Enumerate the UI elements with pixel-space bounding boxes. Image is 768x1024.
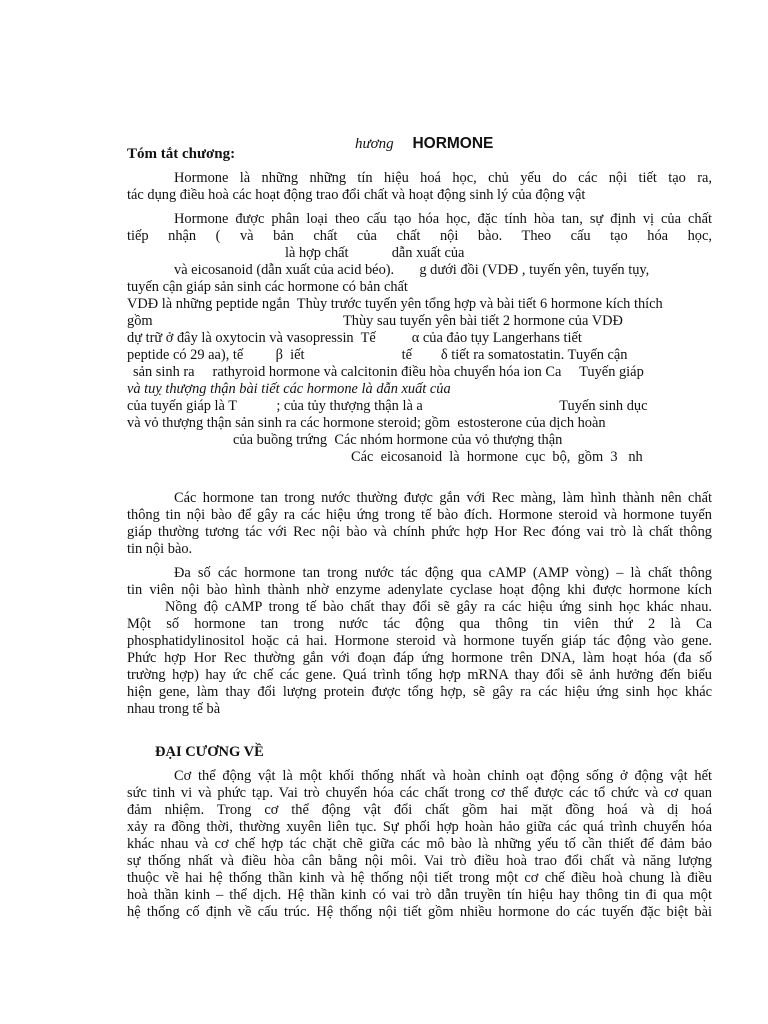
text-line: giáp thường tương tác với Rec nội bào và chính phức hợp Hor Rec đóng vai trò là chất thông [127,524,712,540]
text-line: tuyến cận giáp sản sinh các hormone có bản chất [127,279,408,295]
text-line: sự thống nhất và điều hòa cân bằng nội môi. Vai trò điều hoà trao đổi chất và năng lượng [127,853,712,869]
text-line: sức tinh vi và phức tạp. Vai trò chuyển hóa các chất trong cơ thể được các tổ chức và cơ quan [127,785,712,801]
text-line: đảm nhiệm. Trong cơ thể động vật đổi chất gồm hai mặt đồng hoá và dị hoá [127,802,712,818]
text-line: là hợp chất dẫn xuất của [285,245,465,261]
text-line: và eicosanoid (dẫn xuất của acid béo). g dưới đồi (VDĐ , tuyến yên, tuyến tụy, [174,262,650,278]
text-line: tác dụng điều hoà các hoạt động trao đổi chất và hoạt động sinh lý của động vật [127,187,586,203]
chapter-title-main: HORMONE [412,135,494,152]
text-line: thông tin nội bào để gây ra các hiệu ứng trong tế bào đích. Hormone steroid và hormone tuyến [127,507,712,523]
text-line: Hormone là những những tín hiệu hoá học, chủ yếu do các nội tiết tạo ra, [174,170,712,186]
text-line: gồm Thùy sau tuyến yên bài tiết 2 hormone của VDĐ [127,313,623,329]
text-line: phosphatidylinositol hoặc cả hai. Hormone steroid và hormone tuyến giáp tác động vào gene. [127,633,712,649]
text-line: trường hợp) hay ức chế các gene. Quá trình tổng hợp mRNA thay đổi sẽ ảnh hưởng đến biểu [127,667,712,683]
text-line: của tuyến giáp là T ; của tủy thượng thận là a Tuyến sinh dục [127,398,648,414]
text-line: peptide có 29 aa), tế β iết tế δ tiết ra somatostatin. Tuyến cận [127,347,628,363]
text-line: hệ thống cố định về cấu trúc. Hệ thống nội tiết gồm nhiều hormone do các tuyến đặc biệt bài [127,904,712,920]
text-line: sản sinh ra rathyroid hormone và calcitonin điều hòa chuyển hóa ion Ca Tuyến giáp [133,364,644,380]
text-line: dự trữ ở đây là oxytocin và vasopressin Tế α của đảo tụy Langerhans tiết [127,330,582,346]
text-line: xảy ra đồng thời, thường xuyên liên tục. Sự phối hợp hoàn hảo giữa các quá trình chuyển hóa [127,819,712,835]
text-line: Nồng độ cAMP trong tế bào chất thay đổi sẽ gây ra các hiệu ứng sinh học khác nhau. [165,599,712,615]
text-line: nhau trong tế bà [127,701,221,717]
text-line: Hormone được phân loại theo cấu tạo hóa học, đặc tính hòa tan, sự định vị của chất [174,211,712,227]
text-line: tin viên nội bào hình thành nhờ enzyme adenylate cyclase hoạt động khi được hormone kích [127,582,712,598]
text-line: thuộc về hai hệ thống thần kinh và hệ thống nội tiết trong một cơ chế điều hoà chung là điều [127,870,712,886]
chapter-title-prefix: hương [355,136,394,152]
text-line: tin nội bào. [127,541,193,557]
text-line: hiện gene, làm thay đổi lượng protein được tổng hợp, sẽ gây ra các hiệu ứng sinh học khác [127,684,712,700]
text-line: của buồng trứng Các nhóm hormone của vỏ thượng thận [233,432,563,448]
text-line: VDĐ là những peptide ngắn Thùy trước tuyến yên tổng hợp và bài tiết 6 hormone kích thích [127,296,663,312]
text-line: Đa số các hormone tan trong nước tác động qua cAMP (AMP vòng) – là chất thông [174,565,712,581]
text-line: và tuỵ thượng thận bài tiết các hormone là dẫn xuất của [127,381,451,397]
section-heading: ĐẠI CƯƠNG VỀ [155,744,264,760]
text-line: tiếp nhận ( và bản chất của chất nội bào. Theo cấu tạo hóa học, [127,228,712,244]
text-line: Phức hợp Hor Rec thường gắn với đoạn đáp ứng hormone trên DNA, làm hoạt hóa (đa số [127,650,712,666]
text-line: Cơ thể động vật là một khối thống nhất và hoàn chỉnh oạt động sống ở động vật hết [174,768,712,784]
text-line: Các hormone tan trong nước thường được gắn với Rec màng, làm hình thành nên chất [174,490,712,506]
text-line: Một số hormone tan trong nước tác động qua thông tin viên thứ 2 là Ca [127,616,712,632]
text-line: Các eicosanoid là hormone cục bộ, gồm 3 nh [351,449,643,465]
text-line: khác nhau và cơ chế hợp tác chặt chẽ giữa các mô bào là những yếu tố cần thiết để đảm bảo [127,836,712,852]
text-line: và vỏ thượng thận sản sinh ra các hormone steroid; gồm estosterone của dịch hoàn [127,415,606,431]
text-line: hoà thần kinh – thể dịch. Hệ thần kinh có vai trò dẫn truyền tín hiệu hay thông tin đi qua một [127,887,712,903]
summary-heading: Tóm tắt chương: [127,146,236,162]
